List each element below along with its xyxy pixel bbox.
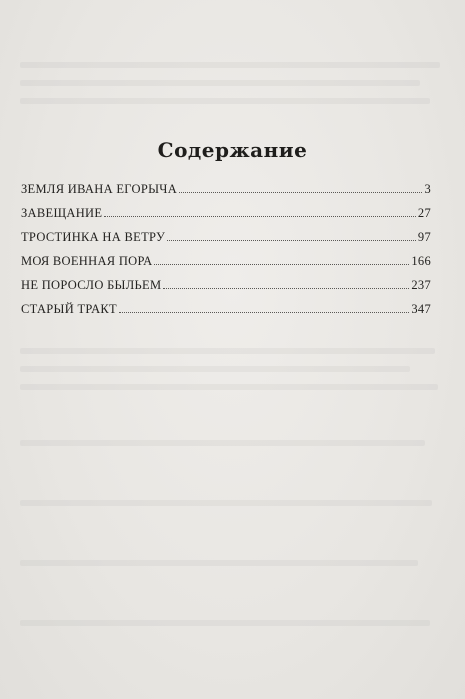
bleed-through-line xyxy=(20,440,425,446)
toc-entry-title: ТРОСТИНКА НА ВЕТРУ xyxy=(21,230,166,244)
toc-entry-title: МОЯ ВОЕННАЯ ПОРА xyxy=(21,254,153,268)
dot-leader xyxy=(167,240,416,241)
bleed-through-line xyxy=(20,500,432,506)
toc-entry[interactable] xyxy=(21,230,431,254)
toc-entry-title: ЗАВЕЩАНИЕ xyxy=(21,206,103,220)
bleed-through-line xyxy=(20,384,438,390)
toc-entry-page: 237 xyxy=(411,278,431,292)
table-of-contents xyxy=(21,182,431,326)
toc-entry-page: 3 xyxy=(424,182,431,196)
toc-entry-page: 166 xyxy=(411,254,431,268)
toc-entry[interactable] xyxy=(21,254,431,278)
bleed-through-line xyxy=(20,98,430,104)
dot-leader xyxy=(154,264,409,265)
dot-leader xyxy=(104,216,416,217)
toc-entry[interactable] xyxy=(21,182,431,206)
toc-entry-page: 27 xyxy=(417,206,431,220)
bleed-through-line xyxy=(20,560,418,566)
bleed-through-line xyxy=(20,620,430,626)
toc-entry[interactable] xyxy=(21,206,431,230)
bleed-through-line xyxy=(20,348,435,354)
toc-heading: Содержание xyxy=(157,138,308,162)
dot-leader xyxy=(179,192,422,193)
dot-leader xyxy=(163,288,409,289)
toc-entry-page: 97 xyxy=(417,230,431,244)
toc-entry-title: НЕ ПОРОСЛО БЫЛЬЕМ xyxy=(21,278,162,292)
toc-entry[interactable] xyxy=(21,278,431,302)
toc-entry-title: ЗЕМЛЯ ИВАНА ЕГОРЫЧА xyxy=(21,182,178,196)
bleed-through-line xyxy=(20,80,420,86)
toc-entry-page: 347 xyxy=(411,302,431,316)
bleed-through-line xyxy=(20,366,410,372)
toc-entry-title: СТАРЫЙ ТРАКТ xyxy=(21,302,117,316)
bleed-through-line xyxy=(20,62,440,68)
toc-entry[interactable] xyxy=(21,302,431,326)
dot-leader xyxy=(119,312,409,313)
